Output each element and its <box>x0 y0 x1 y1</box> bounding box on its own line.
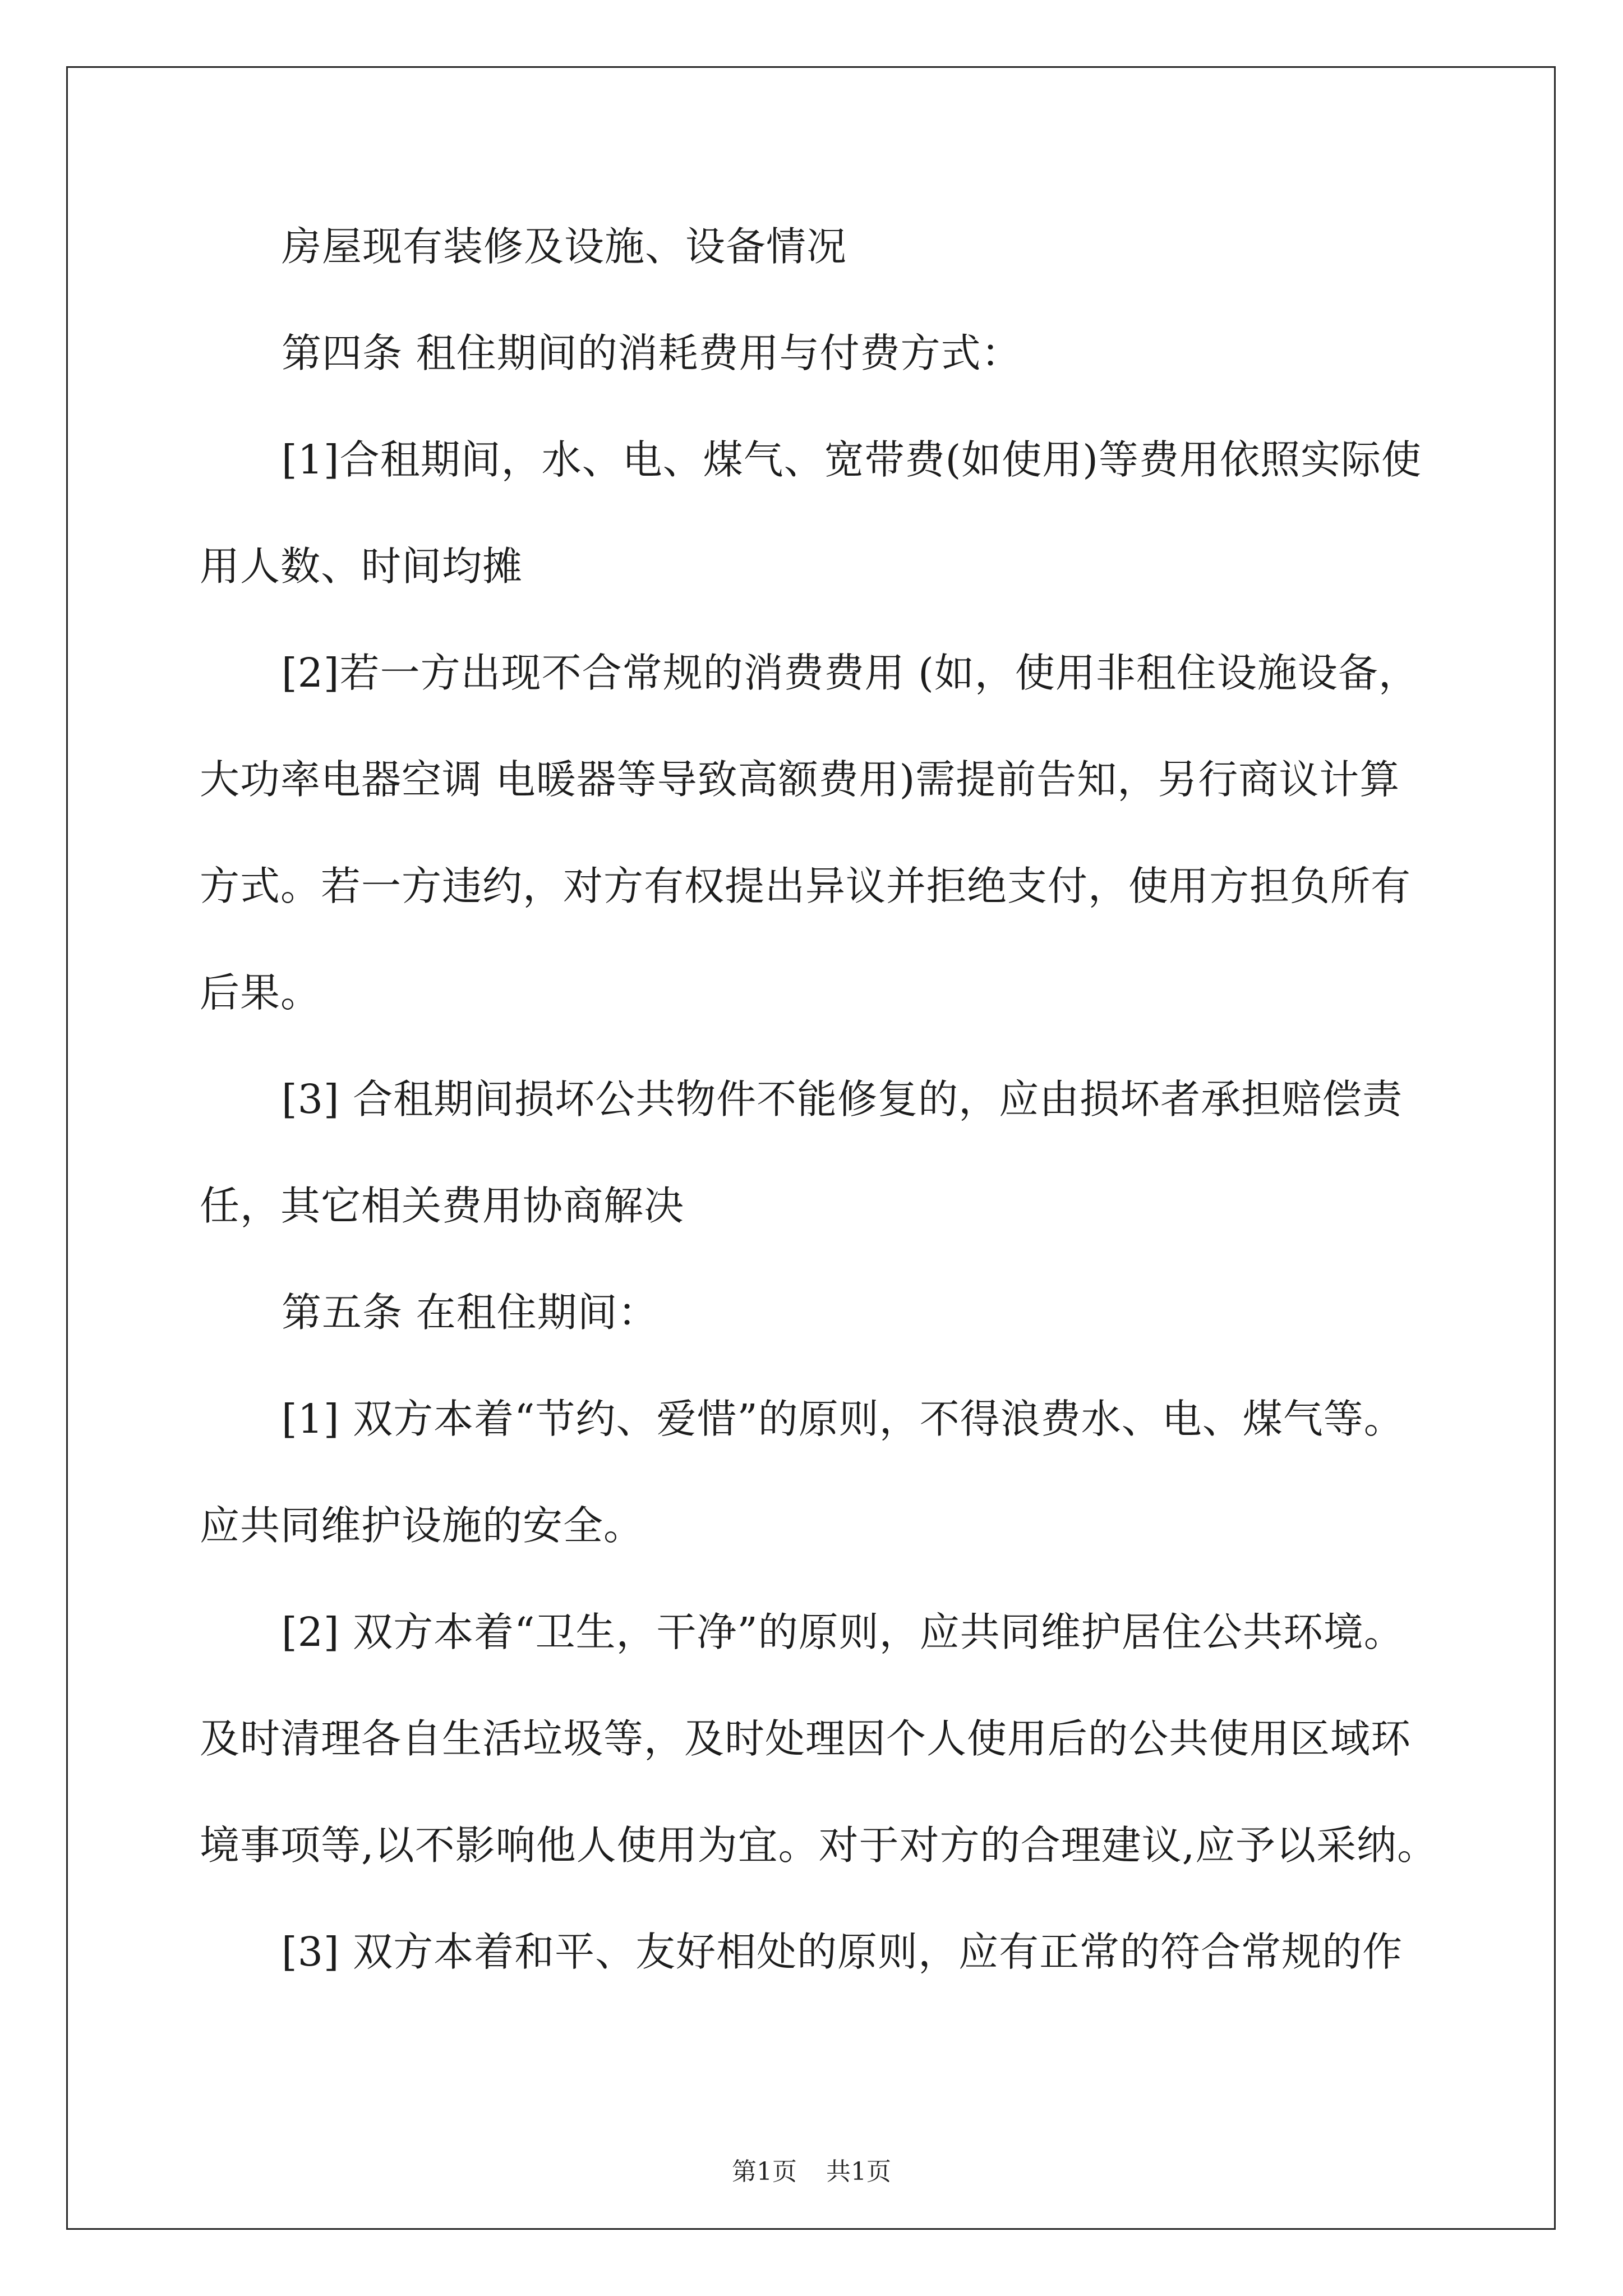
text-line: [2]若一方出现不合常规的消费费用 (如，使用非租住设施设备， <box>282 650 1419 696</box>
article-heading: 第五条 在租住期间： <box>282 1289 658 1336</box>
text-line: 境事项等,以不影响他人使用为宜。对于对方的合理建议,应予以采纳。 <box>200 1822 1438 1869</box>
article-heading: 第四条 租住期间的消耗费用与付费方式： <box>282 330 1022 376</box>
text-line: [2] 双方本着“卫生，干净”的原则，应共同维护居住公共环境。 <box>282 1609 1404 1655</box>
text-line: 大功率电器空调 电暖器等导致高额费用)需提前告知，另行商议计算 <box>200 756 1400 803</box>
text-line: 任，其它相关费用协商解决 <box>200 1182 685 1229</box>
text-line: [3] 合租期间损坏公共物件不能修复的，应由损坏者承担赔偿责 <box>282 1076 1403 1122</box>
text-line: 及时清理各自生活垃圾等，及时处理因个人使用后的公共使用区域环 <box>200 1715 1412 1762</box>
text-line: 应共同维护设施的安全。 <box>200 1502 644 1549</box>
text-line: [3] 双方本着和平、友好相处的原则，应有正常的符合常规的作 <box>282 1929 1403 1975</box>
page-footer <box>0 2151 1623 2187</box>
text-line: 方式。若一方违约，对方有权提出异议并拒绝支付，使用方担负所有 <box>200 863 1412 909</box>
page-total: 共1页 <box>826 2157 891 2186</box>
text-line: 用人数、时间均摊 <box>200 543 523 590</box>
page-number: 第1页 <box>732 2157 797 2186</box>
text-line: 房屋现有装修及设施、设备情况 <box>282 223 847 270</box>
text-line: [1]合租期间，水、电、煤气、宽带费(如使用)等费用依照实际使 <box>282 436 1422 483</box>
text-line: [1] 双方本着“节约、爱惜”的原则，不得浪费水、电、煤气等。 <box>282 1396 1404 1442</box>
text-line: 后果。 <box>200 969 321 1016</box>
document-body <box>200 213 1439 2025</box>
